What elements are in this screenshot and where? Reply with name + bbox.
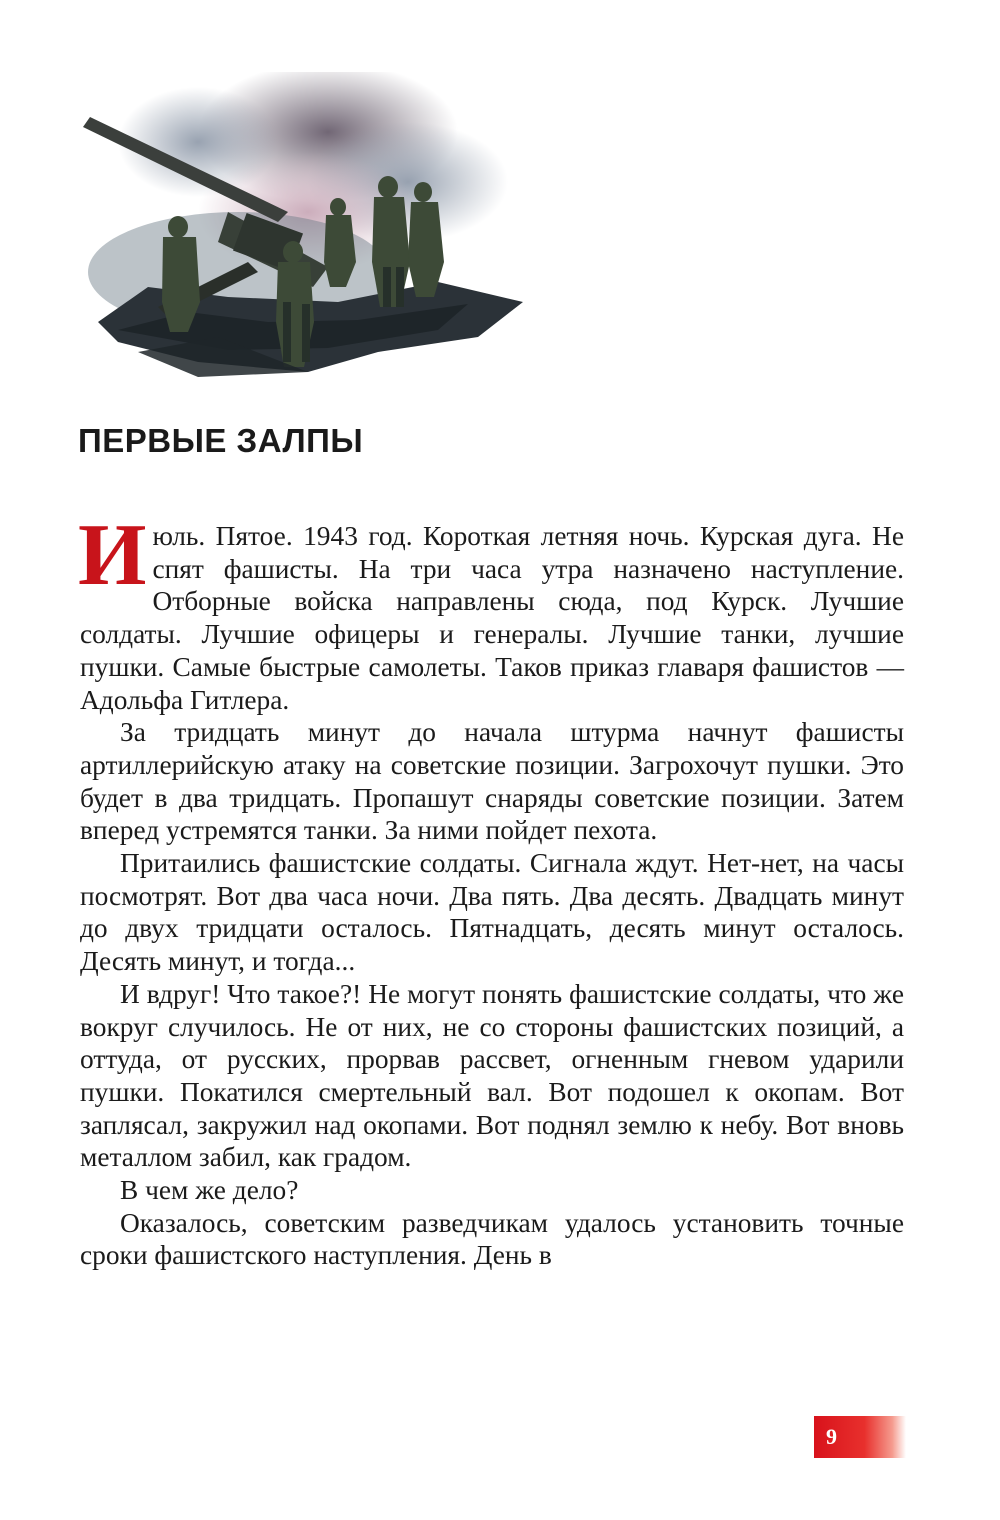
drop-cap: И <box>78 507 147 604</box>
paragraph: За тридцать минут до начала штурма начнут фашисты артиллерийскую атаку на советские позиции. Загрохочут пушки. Это будет в два тридцать. Пропашут снаряды советские позиции. Затем вперед устремятся танки. За ними пойдет пехота. <box>80 717 904 846</box>
artillery-scene-icon <box>78 72 538 382</box>
page-number: 9 <box>826 1424 837 1449</box>
paragraph-text: юль. Пятое. 1943 год. Короткая летняя ночь. Курская дуга. Не спят фашисты. На три часа утра назначено наступление. Отборные войска направлены сюда, под Курск. Лучшие солдаты. Лучшие офицеры и генералы. Лучшие танки, лучшие пушки. Самые быстрые самолеты. Таков приказ главаря фашистов — Адольфа Гитлера. <box>80 521 904 715</box>
paragraph: Притаились фашистские солдаты. Сигнала ждут. Нет-нет, на часы посмотрят. Вот два часа ночи. Два пять. Два десять. Двадцать минут до двух тридцати осталось. Пятнадцать, десять минут осталось. Десять минут, и тогда... <box>80 848 904 977</box>
paragraph: И вдруг! Что такое?! Не могут понять фашистские солдаты, что же вокруг случилось. Не от них, не со стороны фашистских позиций, а оттуда, от русских, прорвав рассвет, огненным гневом ударили пушки. Покатился смертельный вал. Вот подошел к окопам. Вот заплясал, закружил над окопами. Вот поднял землю к небу. Вот вновь металлом забил, как градом. <box>80 978 904 1173</box>
body-text <box>78 507 904 1272</box>
chapter-title: ПЕРВЫЕ ЗАЛПЫ <box>78 422 364 459</box>
paragraph: В чем же дело? <box>120 1175 299 1206</box>
paragraph <box>78 507 904 716</box>
paragraph: Оказалось, советским разведчикам удалось установить точные сроки фашистского наступления. День в <box>80 1207 904 1271</box>
illustration-soldiers-artillery <box>78 72 538 382</box>
